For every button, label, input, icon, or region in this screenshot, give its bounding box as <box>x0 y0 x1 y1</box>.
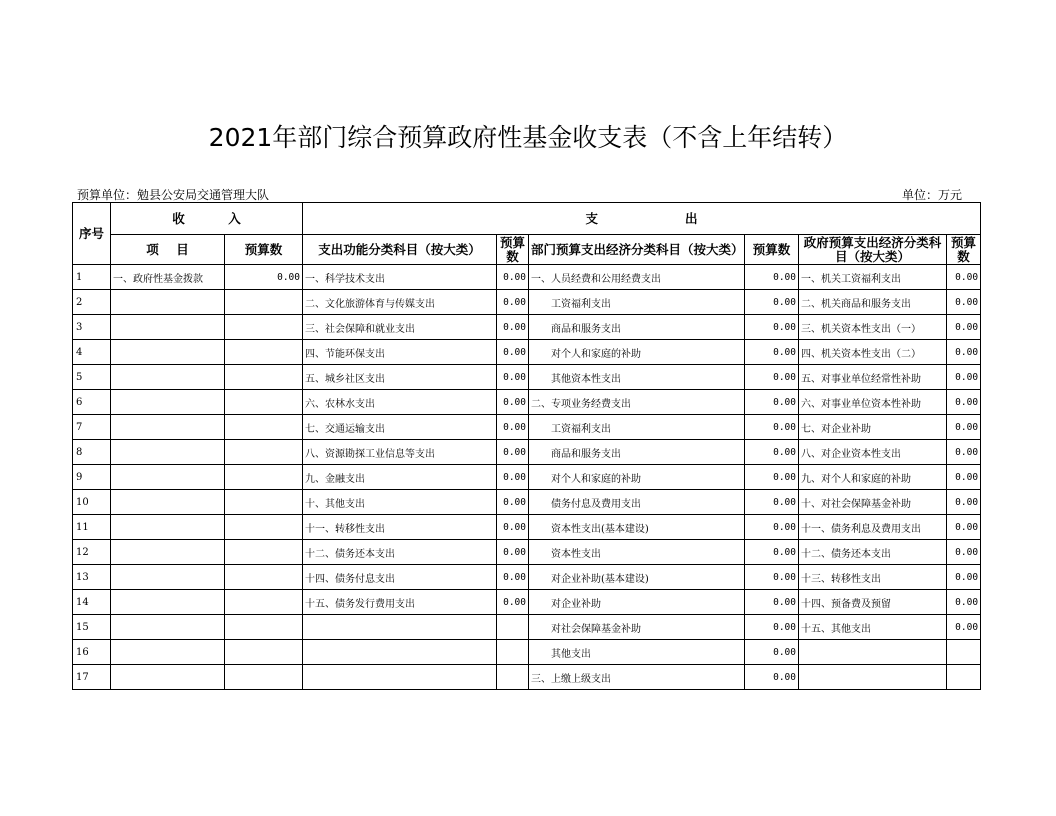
income-item-cell <box>111 490 225 515</box>
gov-econ-cell <box>799 640 947 665</box>
func-class-cell: 十二、债务还本支出 <box>303 540 497 565</box>
income-amount-cell <box>225 440 303 465</box>
func-class-cell <box>303 665 497 690</box>
gov-amount-cell: 0.00 <box>947 490 981 515</box>
gov-amount-cell: 0.00 <box>947 565 981 590</box>
gov-amount-cell: 0.00 <box>947 515 981 540</box>
income-amount-cell <box>225 365 303 390</box>
dept-amount-cell: 0.00 <box>745 315 799 340</box>
gov-econ-cell: 四、机关资本性支出（二） <box>799 340 947 365</box>
dept-amount-cell: 0.00 <box>745 590 799 615</box>
func-amount-cell: 0.00 <box>497 590 529 615</box>
func-class-cell: 十、其他支出 <box>303 490 497 515</box>
income-amount-cell <box>225 390 303 415</box>
header-dept-budget: 预算数 <box>745 235 799 265</box>
dept-amount-cell: 0.00 <box>745 515 799 540</box>
gov-econ-cell: 十四、预备费及预留 <box>799 590 947 615</box>
income-item-cell <box>111 615 225 640</box>
gov-amount-cell: 0.00 <box>947 340 981 365</box>
table-row <box>73 440 981 465</box>
table-row <box>73 640 981 665</box>
income-item-cell <box>111 565 225 590</box>
dept-amount-cell: 0.00 <box>745 565 799 590</box>
dept-econ-cell: 工资福利支出 <box>529 290 745 315</box>
income-amount-cell <box>225 540 303 565</box>
gov-econ-cell: 三、机关资本性支出（一） <box>799 315 947 340</box>
dept-amount-cell: 0.00 <box>745 640 799 665</box>
seq-cell: 1 <box>73 265 111 290</box>
dept-amount-cell: 0.00 <box>745 490 799 515</box>
dept-econ-cell: 对社会保障基金补助 <box>529 615 745 640</box>
gov-amount-cell: 0.00 <box>947 465 981 490</box>
func-amount-cell: 0.00 <box>497 490 529 515</box>
seq-cell: 12 <box>73 540 111 565</box>
header-income-item: 项 目 <box>111 235 225 265</box>
income-amount-cell <box>225 515 303 540</box>
dept-econ-cell: 资本性支出 <box>529 540 745 565</box>
gov-amount-cell: 0.00 <box>947 265 981 290</box>
seq-cell: 3 <box>73 315 111 340</box>
table-row <box>73 340 981 365</box>
seq-cell: 9 <box>73 465 111 490</box>
dept-econ-cell: 二、专项业务经费支出 <box>529 390 745 415</box>
func-class-cell: 七、交通运输支出 <box>303 415 497 440</box>
header-gov-budget: 预算数 <box>947 235 981 265</box>
income-item-cell <box>111 640 225 665</box>
gov-econ-cell: 一、机关工资福利支出 <box>799 265 947 290</box>
func-class-cell: 四、节能环保支出 <box>303 340 497 365</box>
budget-unit-label: 预算单位：勉县公安局交通管理大队 <box>77 188 270 202</box>
table-row <box>73 365 981 390</box>
func-class-cell <box>303 615 497 640</box>
income-amount-cell: 0.00 <box>225 265 303 290</box>
gov-amount-cell: 0.00 <box>947 615 981 640</box>
table-row <box>73 590 981 615</box>
gov-amount-cell: 0.00 <box>947 590 981 615</box>
gov-amount-cell <box>947 640 981 665</box>
seq-cell: 11 <box>73 515 111 540</box>
func-amount-cell <box>497 640 529 665</box>
dept-econ-cell: 其他资本性支出 <box>529 365 745 390</box>
gov-econ-cell: 六、对事业单位资本性补助 <box>799 390 947 415</box>
dept-econ-cell: 商品和服务支出 <box>529 315 745 340</box>
gov-econ-cell: 七、对企业补助 <box>799 415 947 440</box>
dept-amount-cell: 0.00 <box>745 540 799 565</box>
dept-econ-cell: 对企业补助(基本建设) <box>529 565 745 590</box>
income-item-cell <box>111 365 225 390</box>
income-amount-cell <box>225 615 303 640</box>
income-item-cell <box>111 340 225 365</box>
header-func-budget: 预算数 <box>497 235 529 265</box>
header-income: 收 入 <box>111 203 303 235</box>
func-amount-cell: 0.00 <box>497 415 529 440</box>
gov-amount-cell: 0.00 <box>947 540 981 565</box>
func-amount-cell: 0.00 <box>497 315 529 340</box>
seq-cell: 6 <box>73 390 111 415</box>
table-row <box>73 315 981 340</box>
func-class-cell: 五、城乡社区支出 <box>303 365 497 390</box>
func-amount-cell: 0.00 <box>497 540 529 565</box>
func-amount-cell: 0.00 <box>497 565 529 590</box>
table-row <box>73 415 981 440</box>
seq-cell: 15 <box>73 615 111 640</box>
income-item-cell <box>111 540 225 565</box>
dept-econ-cell: 三、上缴上级支出 <box>529 665 745 690</box>
func-class-cell: 八、资源勘探工业信息等支出 <box>303 440 497 465</box>
gov-amount-cell: 0.00 <box>947 415 981 440</box>
gov-amount-cell: 0.00 <box>947 390 981 415</box>
dept-econ-cell: 对个人和家庭的补助 <box>529 465 745 490</box>
func-class-cell: 九、金融支出 <box>303 465 497 490</box>
table-row <box>73 515 981 540</box>
table-row <box>73 565 981 590</box>
dept-amount-cell: 0.00 <box>745 615 799 640</box>
header-expense: 支 出 <box>303 203 981 235</box>
gov-econ-cell: 十三、转移性支出 <box>799 565 947 590</box>
func-amount-cell <box>497 615 529 640</box>
table-row <box>73 390 981 415</box>
income-amount-cell <box>225 290 303 315</box>
dept-amount-cell: 0.00 <box>745 665 799 690</box>
income-item-cell: 一、政府性基金拨款 <box>111 265 225 290</box>
func-amount-cell: 0.00 <box>497 465 529 490</box>
seq-cell: 4 <box>73 340 111 365</box>
income-amount-cell <box>225 340 303 365</box>
table-row <box>73 290 981 315</box>
func-amount-cell: 0.00 <box>497 340 529 365</box>
func-class-cell: 十四、债务付息支出 <box>303 565 497 590</box>
income-item-cell <box>111 390 225 415</box>
income-item-cell <box>111 590 225 615</box>
dept-amount-cell: 0.00 <box>745 465 799 490</box>
income-item-cell <box>111 465 225 490</box>
income-amount-cell <box>225 490 303 515</box>
func-class-cell: 三、社会保障和就业支出 <box>303 315 497 340</box>
table-body <box>73 265 981 690</box>
gov-econ-cell: 五、对事业单位经常性补助 <box>799 365 947 390</box>
income-amount-cell <box>225 665 303 690</box>
gov-econ-cell: 二、机关商品和服务支出 <box>799 290 947 315</box>
func-amount-cell: 0.00 <box>497 440 529 465</box>
income-item-cell <box>111 665 225 690</box>
func-amount-cell: 0.00 <box>497 515 529 540</box>
dept-amount-cell: 0.00 <box>745 365 799 390</box>
income-item-cell <box>111 315 225 340</box>
table-row <box>73 265 981 290</box>
table-row <box>73 490 981 515</box>
func-amount-cell: 0.00 <box>497 265 529 290</box>
gov-econ-cell: 十二、债务还本支出 <box>799 540 947 565</box>
gov-econ-cell: 十五、其他支出 <box>799 615 947 640</box>
seq-cell: 7 <box>73 415 111 440</box>
gov-amount-cell: 0.00 <box>947 315 981 340</box>
seq-cell: 14 <box>73 590 111 615</box>
gov-amount-cell: 0.00 <box>947 290 981 315</box>
header-func-class: 支出功能分类科目（按大类） <box>303 235 497 265</box>
income-item-cell <box>111 440 225 465</box>
budget-table <box>72 202 981 690</box>
dept-econ-cell: 工资福利支出 <box>529 415 745 440</box>
gov-econ-cell: 八、对企业资本性支出 <box>799 440 947 465</box>
gov-econ-cell: 九、对个人和家庭的补助 <box>799 465 947 490</box>
dept-econ-cell: 对企业补助 <box>529 590 745 615</box>
func-amount-cell: 0.00 <box>497 290 529 315</box>
currency-unit-label: 单位：万元 <box>901 188 962 202</box>
func-amount-cell <box>497 665 529 690</box>
gov-amount-cell <box>947 665 981 690</box>
dept-amount-cell: 0.00 <box>745 415 799 440</box>
func-class-cell: 十一、转移性支出 <box>303 515 497 540</box>
seq-cell: 17 <box>73 665 111 690</box>
gov-amount-cell: 0.00 <box>947 365 981 390</box>
dept-econ-cell: 一、人员经费和公用经费支出 <box>529 265 745 290</box>
func-amount-cell: 0.00 <box>497 365 529 390</box>
func-class-cell: 一、科学技术支出 <box>303 265 497 290</box>
table-row <box>73 615 981 640</box>
header-income-budget: 预算数 <box>225 235 303 265</box>
gov-amount-cell: 0.00 <box>947 440 981 465</box>
seq-cell: 5 <box>73 365 111 390</box>
seq-cell: 2 <box>73 290 111 315</box>
header-seq: 序号 <box>73 203 111 265</box>
seq-cell: 8 <box>73 440 111 465</box>
func-class-cell: 十五、债务发行费用支出 <box>303 590 497 615</box>
seq-cell: 16 <box>73 640 111 665</box>
seq-cell: 10 <box>73 490 111 515</box>
income-amount-cell <box>225 565 303 590</box>
dept-econ-cell: 对个人和家庭的补助 <box>529 340 745 365</box>
dept-econ-cell: 资本性支出(基本建设) <box>529 515 745 540</box>
dept-amount-cell: 0.00 <box>745 390 799 415</box>
gov-econ-cell <box>799 665 947 690</box>
page-title: 2021年部门综合预算政府性基金收支表（不含上年结转） <box>208 123 848 152</box>
func-class-cell: 二、文化旅游体育与传媒支出 <box>303 290 497 315</box>
income-amount-cell <box>225 640 303 665</box>
table-row <box>73 665 981 690</box>
dept-amount-cell: 0.00 <box>745 440 799 465</box>
income-amount-cell <box>225 465 303 490</box>
income-amount-cell <box>225 415 303 440</box>
dept-amount-cell: 0.00 <box>745 340 799 365</box>
dept-amount-cell: 0.00 <box>745 265 799 290</box>
dept-econ-cell: 商品和服务支出 <box>529 440 745 465</box>
gov-econ-cell: 十一、债务利息及费用支出 <box>799 515 947 540</box>
income-item-cell <box>111 515 225 540</box>
income-amount-cell <box>225 315 303 340</box>
dept-econ-cell: 其他支出 <box>529 640 745 665</box>
func-class-cell <box>303 640 497 665</box>
header-dept-econ: 部门预算支出经济分类科目（按大类） <box>529 235 745 265</box>
func-class-cell: 六、农林水支出 <box>303 390 497 415</box>
dept-econ-cell: 债务付息及费用支出 <box>529 490 745 515</box>
func-amount-cell: 0.00 <box>497 390 529 415</box>
income-item-cell <box>111 415 225 440</box>
income-item-cell <box>111 290 225 315</box>
table-row <box>73 540 981 565</box>
dept-amount-cell: 0.00 <box>745 290 799 315</box>
seq-cell: 13 <box>73 565 111 590</box>
table-row <box>73 465 981 490</box>
header-gov-econ: 政府预算支出经济分类科目（按大类） <box>799 235 947 265</box>
gov-econ-cell: 十、对社会保障基金补助 <box>799 490 947 515</box>
income-amount-cell <box>225 590 303 615</box>
